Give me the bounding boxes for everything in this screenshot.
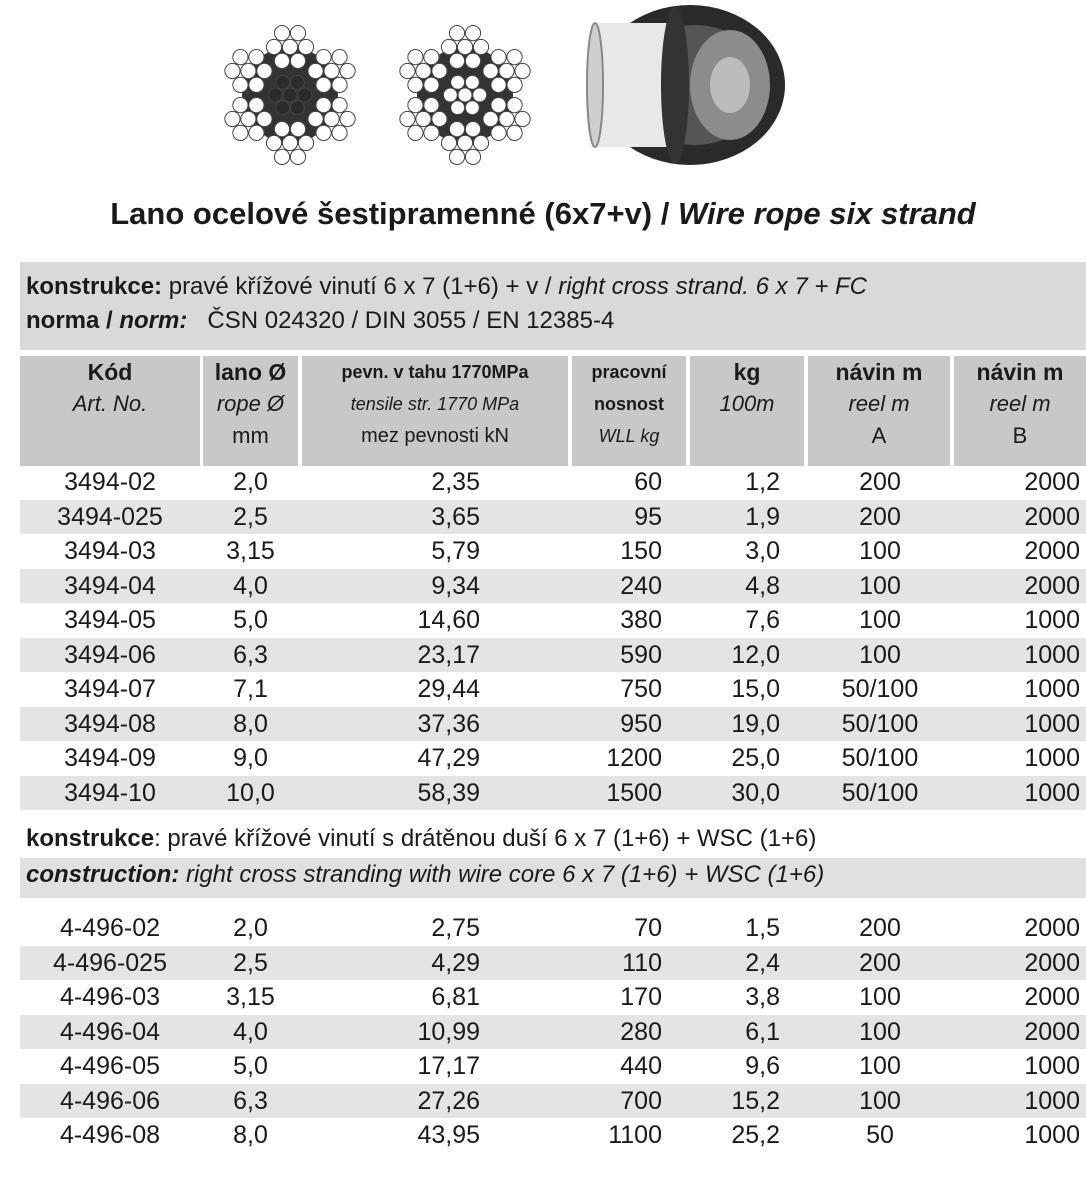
construction-en-label: construction: [26, 861, 180, 888]
table-row [20, 465, 1086, 500]
cell-wll: 700 [620, 1086, 662, 1115]
cell-reel-b: 1000 [1024, 1121, 1080, 1149]
header-reel-b: návin m reel m B [954, 356, 1086, 466]
table-row [20, 1049, 1086, 1084]
cell-reel-b: 2000 [1024, 914, 1080, 942]
table-row [20, 911, 1086, 946]
cell-weight: 7,6 [745, 606, 780, 634]
cell-reel-a: 50/100 [841, 675, 919, 703]
cell-reel-a: 100 [859, 1086, 901, 1115]
cell-wll: 95 [634, 502, 662, 531]
header-reel-a: návin m reel m A [808, 356, 950, 466]
cell-reel-b: 2000 [1024, 502, 1080, 531]
cell-weight: 15,2 [731, 1086, 780, 1115]
cell-weight: 30,0 [731, 778, 780, 807]
cell-tensile: 2,75 [431, 914, 480, 942]
table-row [20, 741, 1086, 776]
cell-diameter: 5,0 [233, 606, 268, 634]
cell-diameter: 2,5 [233, 948, 268, 977]
cell-diameter: 3,15 [226, 537, 275, 565]
cell-reel-a: 100 [859, 983, 901, 1011]
table-row [20, 946, 1086, 981]
cell-code: 3494-08 [64, 709, 156, 738]
cell-code: 4-496-03 [59, 983, 161, 1011]
cell-wll: 170 [620, 983, 662, 1011]
rope-cross-section-fc-icon [225, 26, 355, 165]
cell-diameter: 2,0 [233, 468, 268, 496]
cell-diameter: 2,5 [233, 502, 268, 531]
cell-reel-a: 50/100 [841, 778, 919, 807]
cell-code: 4-496-05 [59, 1052, 161, 1080]
product-images [0, 0, 1086, 185]
construction-english: right cross strand. 6 x 7 + FC [558, 273, 868, 300]
cell-reel-a: 50/100 [841, 709, 919, 738]
header-tensile: pevn. v tahu 1770MPa tensile str. 1770 MPa mez pevnosti kN [302, 356, 568, 466]
cell-reel-a: 50 [866, 1121, 894, 1149]
cell-wll: 280 [620, 1017, 662, 1046]
cell-reel-b: 1000 [1024, 778, 1080, 807]
cell-weight: 1,2 [745, 468, 780, 496]
cell-reel-a: 100 [859, 571, 901, 600]
cell-weight: 9,6 [745, 1052, 780, 1080]
cell-diameter: 2,0 [233, 914, 268, 942]
rope-illustrations [0, 0, 1086, 185]
header-wll: pracovní nosnost WLL kg [572, 356, 686, 466]
wire-reel-icon [587, 5, 785, 165]
cell-tensile: 47,29 [417, 744, 480, 772]
cell-diameter: 6,3 [233, 640, 268, 669]
table-row [20, 534, 1086, 569]
header-code: Kód Art. No. [20, 356, 200, 466]
cell-wll: 1500 [606, 778, 662, 807]
cell-reel-a: 200 [859, 914, 901, 942]
cell-code: 4-496-02 [59, 914, 161, 942]
cell-diameter: 7,1 [233, 675, 268, 703]
cell-reel-a: 200 [859, 948, 901, 977]
norm-text: ČSN 024320 / DIN 3055 / EN 12385-4 [207, 307, 615, 334]
table-row [20, 1084, 1086, 1119]
cell-wll: 110 [622, 948, 662, 977]
cell-reel-a: 100 [859, 537, 901, 565]
norm-line [20, 304, 1086, 338]
cell-reel-b: 1000 [1024, 709, 1080, 738]
table-row [20, 1015, 1086, 1050]
cell-weight: 2,4 [745, 948, 780, 977]
cell-reel-b: 2000 [1024, 1017, 1080, 1046]
construction-cz-line [20, 822, 1086, 858]
construction-en-line [20, 858, 1086, 898]
cell-reel-a: 200 [859, 502, 901, 531]
cell-weight: 4,8 [745, 571, 780, 600]
cell-weight: 6,1 [745, 1017, 780, 1046]
construction-label: konstrukce [26, 825, 155, 852]
spec-block-1 [20, 262, 1086, 350]
cell-reel-b: 2000 [1024, 571, 1080, 600]
cell-diameter: 4,0 [233, 1017, 268, 1046]
construction-text: : pravé křížové vinutí s drátěnou duší 6 x 7 (1+6) + WSC (1+6) [154, 825, 817, 852]
table-row [20, 638, 1086, 673]
cell-tensile: 6,81 [431, 983, 480, 1011]
cell-wll: 60 [634, 468, 662, 496]
cell-code: 4-496-04 [59, 1017, 161, 1046]
cell-reel-b: 1000 [1024, 1052, 1080, 1080]
cell-reel-b: 1000 [1024, 744, 1080, 772]
cell-code: 3494-05 [64, 606, 156, 634]
cell-weight: 3,8 [745, 983, 780, 1011]
cell-tensile: 23,17 [417, 640, 480, 669]
cell-diameter: 8,0 [233, 709, 268, 738]
cell-reel-a: 100 [859, 640, 901, 669]
cell-tensile: 5,79 [431, 537, 480, 565]
cell-code: 3494-07 [64, 675, 156, 703]
cell-code: 4-496-08 [59, 1121, 161, 1149]
cell-diameter: 6,3 [233, 1086, 268, 1115]
page-title [0, 196, 1086, 232]
cell-weight: 1,5 [745, 914, 780, 942]
construction-line [20, 270, 1086, 304]
cell-wll: 750 [620, 675, 662, 703]
cell-wll: 70 [634, 914, 662, 942]
construction-label: konstrukce: [26, 273, 163, 300]
cell-tensile: 43,95 [417, 1121, 480, 1149]
cell-weight: 25,0 [731, 744, 780, 772]
cell-tensile: 4,29 [431, 948, 480, 977]
cell-wll: 1200 [606, 744, 662, 772]
table-row [20, 603, 1086, 638]
table-row [20, 672, 1086, 707]
cell-wll: 150 [620, 537, 662, 565]
construction-text: pravé křížové vinutí 6 x 7 (1+6) + v / [162, 273, 559, 300]
cell-reel-a: 100 [859, 1017, 901, 1046]
title-main: Lano ocelové šestipramenné (6x7+v) / [110, 196, 670, 231]
cell-code: 3494-03 [64, 537, 156, 565]
cell-code: 3494-04 [64, 571, 156, 600]
cell-weight: 1,9 [745, 502, 780, 531]
cell-weight: 25,2 [731, 1121, 780, 1149]
cell-code: 4-496-06 [59, 1086, 161, 1115]
cell-weight: 19,0 [731, 709, 780, 738]
cell-tensile: 27,26 [417, 1086, 480, 1115]
cell-wll: 240 [620, 571, 662, 600]
cell-wll: 440 [620, 1052, 662, 1080]
cell-diameter: 5,0 [233, 1052, 268, 1080]
cell-code: 3494-025 [57, 502, 163, 531]
cell-wll: 590 [620, 640, 662, 669]
header-diameter: lano Ø rope Ø mm [203, 356, 298, 466]
cell-reel-a: 50/100 [841, 744, 919, 772]
cell-reel-b: 1000 [1024, 640, 1080, 669]
cell-tensile: 17,17 [417, 1052, 480, 1080]
cell-tensile: 2,35 [431, 468, 480, 496]
rope-cross-section-wsc-icon [400, 26, 530, 165]
cell-diameter: 9,0 [233, 744, 268, 772]
cell-code: 3494-02 [64, 468, 156, 496]
cell-reel-b: 1000 [1024, 606, 1080, 634]
cell-wll: 380 [620, 606, 662, 634]
cell-tensile: 3,65 [431, 502, 480, 531]
construction-en-text: right cross stranding with wire core 6 x 7 (1+6) + WSC (1+6) [179, 861, 825, 888]
cell-code: 3494-10 [64, 778, 156, 807]
cell-weight: 12,0 [731, 640, 780, 669]
table-1-body [20, 465, 1086, 810]
cell-diameter: 10,0 [226, 778, 275, 807]
table-2-body [20, 911, 1086, 1153]
cell-reel-b: 1000 [1024, 675, 1080, 703]
table-row [20, 500, 1086, 535]
cell-tensile: 58,39 [417, 778, 480, 807]
spec-block-2 [20, 822, 1086, 910]
cell-code: 4-496-025 [53, 948, 167, 977]
table-row [20, 1118, 1086, 1153]
cell-reel-b: 1000 [1024, 1086, 1080, 1115]
table-row [20, 776, 1086, 811]
cell-diameter: 3,15 [226, 983, 275, 1011]
cell-tensile: 14,60 [417, 606, 480, 634]
cell-code: 3494-09 [64, 744, 156, 772]
cell-reel-a: 100 [859, 606, 901, 634]
cell-diameter: 8,0 [233, 1121, 268, 1149]
header-kg: kg 100m [690, 356, 804, 466]
cell-reel-b: 2000 [1024, 537, 1080, 565]
cell-weight: 15,0 [731, 675, 780, 703]
norm-label-english: norm: [119, 307, 188, 334]
cell-wll: 950 [620, 709, 662, 738]
cell-weight: 3,0 [745, 537, 780, 565]
cell-diameter: 4,0 [233, 571, 268, 600]
cell-reel-a: 200 [859, 468, 901, 496]
table-header [20, 356, 1086, 466]
table-row [20, 707, 1086, 742]
cell-code: 3494-06 [64, 640, 156, 669]
cell-reel-b: 2000 [1024, 948, 1080, 977]
title-english: Wire rope six strand [677, 196, 976, 231]
cell-wll: 1100 [608, 1121, 662, 1149]
cell-tensile: 29,44 [417, 675, 480, 703]
cell-reel-a: 100 [859, 1052, 901, 1080]
table-row [20, 569, 1086, 604]
cell-tensile: 9,34 [431, 571, 480, 600]
cell-tensile: 10,99 [417, 1017, 480, 1046]
table-row [20, 980, 1086, 1015]
cell-tensile: 37,36 [417, 709, 480, 738]
cell-reel-b: 2000 [1024, 468, 1080, 496]
cell-reel-b: 2000 [1024, 983, 1080, 1011]
norm-label: norma / [26, 307, 120, 334]
